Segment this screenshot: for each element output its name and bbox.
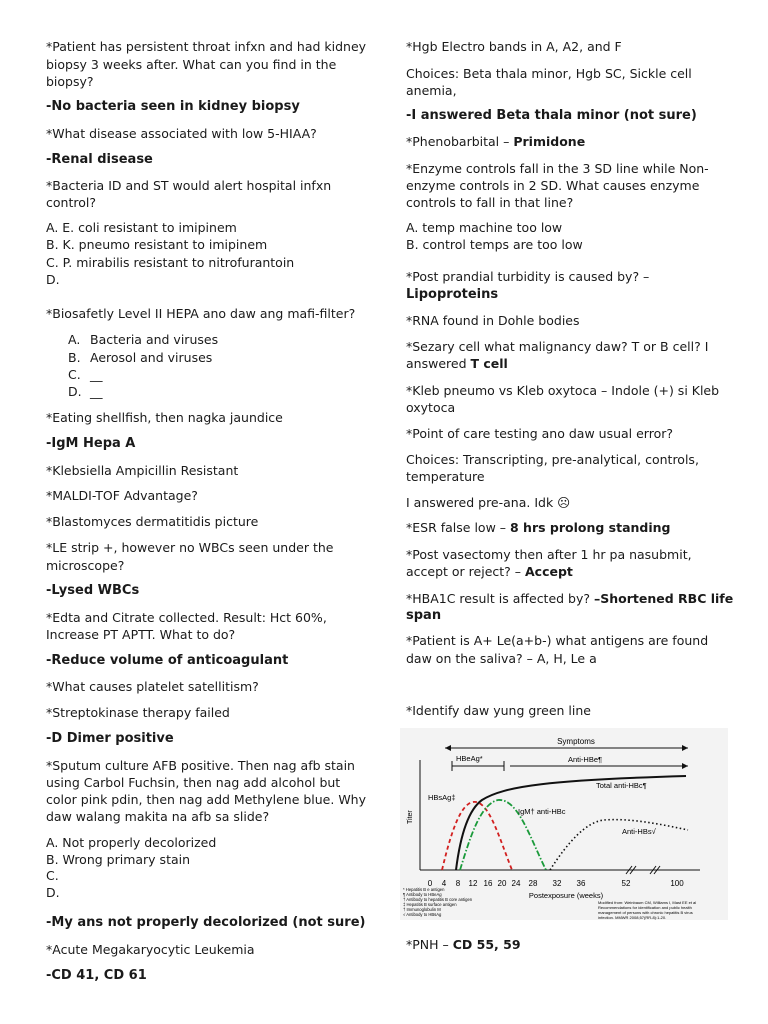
question-amkl: *Acute Megakaryocytic Leukemia — [46, 942, 255, 957]
x-tick-label: 24 — [511, 879, 521, 888]
question-dohle-bodies: *RNA found in Dohle bodies — [406, 313, 580, 328]
question-le-strip-line-2: microscope? — [46, 558, 125, 573]
question-sputum-line-4: daw walang makita na afb sa slide? — [46, 809, 270, 824]
choice-b: B. K. pneumo resistant to imipinem — [46, 237, 268, 252]
answer-text: –Shortened RBC life — [594, 591, 734, 606]
question-esr — [406, 519, 671, 537]
question-pnh — [406, 936, 521, 954]
question-edta-line-1: *Edta and Citrate collected. Result: Hct 60%, — [46, 610, 327, 625]
x-tick-label: 36 — [576, 879, 586, 888]
answer-reduce-anticoagulant: -Reduce volume of anticoagulant — [46, 653, 289, 668]
question-enzyme-line-2: enzyme controls in 2 SD. What causes enzyme — [406, 178, 700, 193]
question-throat-infection-line-1: *Patient has persistent throat infxn and had kidney — [46, 39, 367, 54]
question-le-strip-line-1: *LE strip +, however no WBCs seen under the — [46, 540, 334, 555]
symptoms-label: Symptoms — [557, 737, 595, 746]
footnote: * Hepatitis B e antigen — [403, 887, 445, 892]
answer-lipoproteins: Lipoproteins — [406, 287, 499, 302]
footnote: √ Antibody to HBsAg — [403, 912, 442, 917]
question-green-line: *Identify daw yung green line — [406, 703, 591, 718]
answer-igm-hepa-a: -IgM Hepa A — [46, 436, 136, 451]
choice-a: A. Not properly decolorized — [46, 835, 217, 850]
question-klebsiella: *Klebsiella Ampicillin Resistant — [46, 463, 239, 478]
igm-anti-hbc-label: IgM† anti-HBc — [518, 807, 566, 816]
choice-d: D. — [46, 272, 60, 287]
figure-source: management of persons with chronic hepatitis B virus — [598, 910, 693, 915]
x-tick-label: 12 — [468, 879, 478, 888]
question-text: *HBA1C result is affected by? — [406, 591, 595, 606]
question-streptokinase: *Streptokinase therapy failed — [46, 705, 230, 720]
answer-text: CD 55, 59 — [452, 937, 521, 952]
choice-text-b: Aerosol and viruses — [90, 350, 213, 365]
choice-a: A. E. coli resistant to imipinem — [46, 220, 237, 235]
question-bacteria-id-line-2: control? — [46, 195, 96, 210]
question-sputum-line-2: using Carbol Fuchsin, then nag add alcohol but — [46, 775, 341, 790]
question-hgb-electro: *Hgb Electro bands in A, A2, and F — [406, 39, 622, 54]
answer-text: T cell — [470, 356, 508, 371]
x-tick-label: 52 — [621, 879, 631, 888]
hbsag-label: HBsAg‡ — [428, 793, 456, 802]
x-tick-label: 20 — [497, 879, 507, 888]
choice-c: C. — [46, 868, 59, 883]
figure-source: Modified from: Weinbaum CM, Williams I, Mast EE et al — [598, 900, 697, 905]
choice-letter-d: D. — [68, 384, 82, 399]
y-axis-label: Titer — [407, 810, 414, 824]
hbeag-label: HBeAg* — [456, 754, 483, 763]
question-hba1c — [406, 590, 733, 608]
question-sezary-line-1: *Sezary cell what malignancy daw? T or B cell? I — [406, 339, 709, 354]
question-biosafety: *Biosafetly Level II HEPA ano daw ang mafi-filter? — [46, 306, 356, 321]
question-phenobarbital — [406, 133, 585, 151]
x-tick-label: 4 — [441, 879, 447, 888]
answer-no-bacteria: -No bacteria seen in kidney biopsy — [46, 99, 300, 114]
question-text: accept or reject? – — [406, 564, 525, 579]
question-sputum-line-3: color pink pdin, then nag add Methylene blue. Why — [46, 792, 367, 807]
answer-not-properly-decolorized: -My ans not properly decolorized (not sure) — [46, 915, 366, 930]
x-tick-label: 32 — [552, 879, 562, 888]
question-text: answered — [406, 356, 471, 371]
anti-hbs-label: Anti-HBs√ — [622, 827, 656, 836]
figure-source: Recommendations for identification and public health — [598, 905, 692, 910]
question-poct-choices-line-2: temperature — [406, 469, 485, 484]
answer-text: Accept — [525, 564, 573, 579]
choice-a: A. temp machine too low — [406, 220, 563, 235]
question-kleb-line-1: *Kleb pneumo vs Kleb oxytoca – Indole (+) si Kleb — [406, 383, 720, 398]
answer-cd41-cd61: -CD 41, CD 61 — [46, 968, 147, 983]
question-sezary-line-2 — [406, 355, 508, 373]
question-edta-line-2: Increase PT APTT. What to do? — [46, 627, 236, 642]
anti-hbe-label: Anti-HBe¶ — [568, 755, 603, 764]
x-tick-label: 28 — [528, 879, 538, 888]
question-poct: *Point of care testing ano daw usual error? — [406, 426, 674, 441]
question-hgb-choices-line-1: Choices: Beta thala minor, Hgb SC, Sickle cell — [406, 66, 692, 81]
answer-hba1c-line-2: span — [406, 608, 442, 623]
choice-b: B. control temps are too low — [406, 237, 583, 252]
figure-source: infection. MMWR 2008;57(RR-8):1-20. — [598, 915, 667, 920]
question-text: *ESR false low – — [406, 520, 510, 535]
answer-text: Primidone — [513, 134, 586, 149]
choice-text-a: Bacteria and viruses — [90, 332, 219, 347]
question-sputum-line-1: *Sputum culture AFB positive. Then nag afb stain — [46, 758, 355, 773]
x-axis-title: Postexposure (weeks) — [528, 891, 604, 900]
answer-beta-thala: -I answered Beta thala minor (not sure) — [406, 108, 697, 123]
choice-letter-c: C. — [68, 367, 81, 382]
hepatitis-b-serology-figure — [400, 728, 728, 920]
choice-b: B. Wrong primary stain — [46, 852, 191, 867]
question-post-prandial: *Post prandial turbidity is caused by? – — [406, 269, 650, 284]
question-text: *Phenobarbital – — [406, 134, 514, 149]
footnote: ‡ Hepatitis B surface antigen — [403, 902, 457, 907]
footnote: ¶ Antibody to HBeAg — [403, 892, 442, 897]
question-blastomyces: *Blastomyces dermatitidis picture — [46, 514, 259, 529]
question-platelet-satellitism: *What causes platelet satellitism? — [46, 679, 259, 694]
question-text: *PNH – — [406, 937, 453, 952]
question-shellfish: *Eating shellfish, then nagka jaundice — [46, 410, 283, 425]
answer-d-dimer: -D Dimer positive — [46, 731, 174, 746]
choice-c: C. P. mirabilis resistant to nitrofurantoin — [46, 255, 295, 270]
footnote: † Antibody to hepatitis B core antigen — [403, 897, 473, 902]
x-tick-label: 16 — [483, 879, 493, 888]
question-enzyme-line-1: *Enzyme controls fall in the 3 SD line while Non- — [406, 161, 709, 176]
choice-text-d: __ — [90, 384, 103, 399]
question-throat-infection-line-3: biopsy? — [46, 74, 94, 89]
question-hgb-choices-line-2: anemia, — [406, 83, 457, 98]
choice-text-c: __ — [90, 367, 103, 382]
choice-d: D. — [46, 885, 60, 900]
question-bacteria-id-line-1: *Bacteria ID and ST would alert hospital infxn — [46, 178, 332, 193]
question-vasectomy-line-1: *Post vasectomy then after 1 hr pa nasubmit, — [406, 547, 692, 562]
question-maldi-tof: *MALDI-TOF Advantage? — [46, 488, 198, 503]
footnote: † Immunoglobulin M — [403, 907, 441, 912]
question-5hiaa: *What disease associated with low 5-HIAA? — [46, 126, 317, 141]
choice-letter-b: B. — [68, 350, 81, 365]
serology-graph — [400, 728, 728, 920]
question-enzyme-line-3: controls to fall in that line? — [406, 195, 574, 210]
question-vasectomy-line-2 — [406, 563, 573, 581]
answer-lysed-wbcs: -Lysed WBCs — [46, 583, 140, 598]
x-tick-label: 8 — [455, 879, 461, 888]
total-anti-hbc-label: Total anti-HBc¶ — [596, 781, 647, 790]
question-poct-choices-line-1: Choices: Transcripting, pre-analytical, controls, — [406, 452, 699, 467]
answer-renal-disease: -Renal disease — [46, 152, 153, 167]
question-lewis-line-2: daw on the saliva? – A, H, Le a — [406, 651, 597, 666]
question-kleb-line-2: oxytoca — [406, 400, 456, 415]
question-throat-infection-line-2: biopsy 3 weeks after. What can you find in the — [46, 57, 337, 72]
note-pre-ana: I answered pre-ana. Idk ☹ — [406, 495, 571, 510]
choice-letter-a: A. — [68, 332, 81, 347]
question-lewis-line-1: *Patient is A+ Le(a+b-) what antigens are found — [406, 633, 709, 648]
x-tick-label: 100 — [670, 879, 684, 888]
x-tick-label: 0 — [427, 879, 433, 888]
answer-text: 8 hrs prolong standing — [510, 520, 671, 535]
